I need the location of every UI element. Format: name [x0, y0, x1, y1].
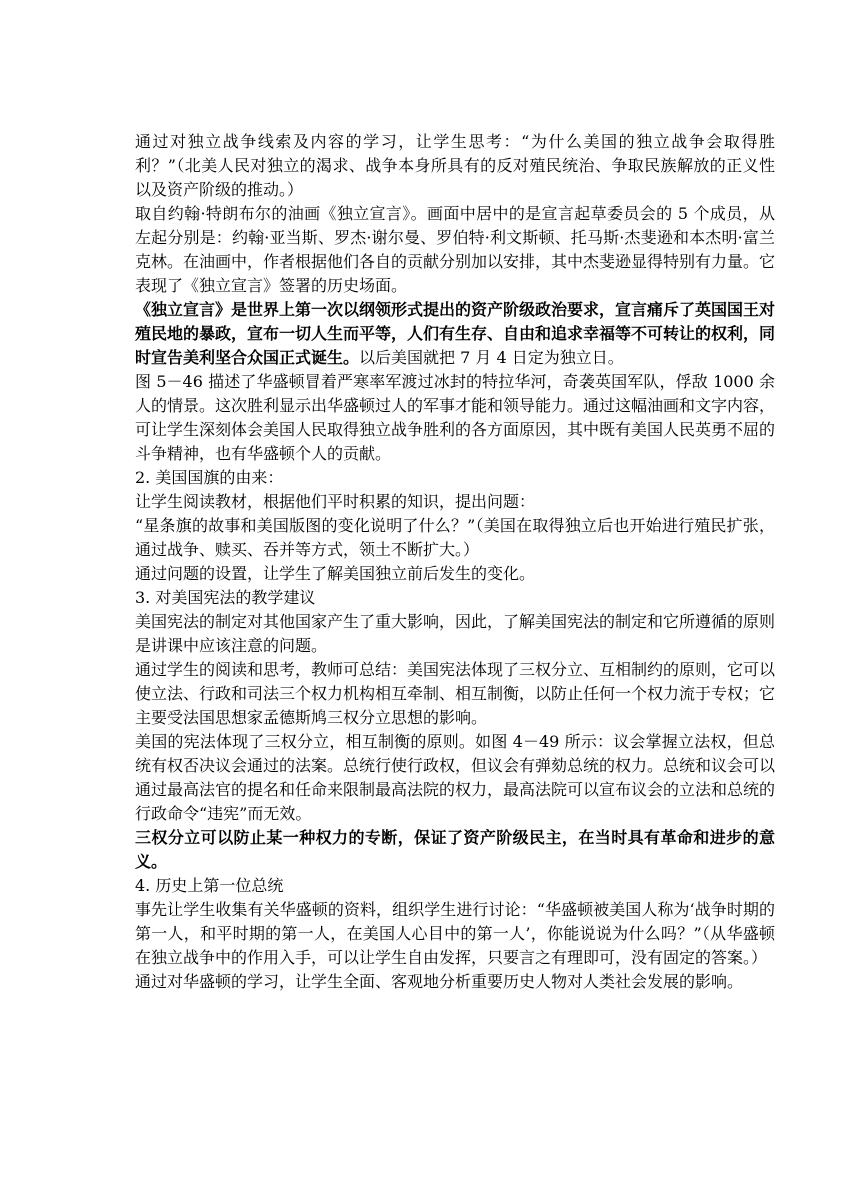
paragraph-flag-question: “星条旗的故事和美国版图的变化说明了什么？”（美国在取得独立后也开始进行殖民扩张，通过战争、赎买、吞并等方式，领土不断扩大。） — [135, 516, 775, 559]
paragraph-independence-war-question: 通过对独立战争线索及内容的学习，让学生思考：“为什么美国的独立战争会取得胜利？”（北美人民对独立的渴求、战争本身所具有的反对殖民统治、争取民族解放的正义性以及资产阶级的推动。） — [135, 132, 775, 199]
paragraph-flag-instruction: 让学生阅读教材，根据他们平时积累的知识，提出问题： — [135, 492, 536, 511]
paragraph-constitution-influence: 美国宪法的制定对其他国家产生了重大影响，因此，了解美国宪法的制定和它所遵循的原则是讲课中应该注意的问题。 — [135, 612, 776, 655]
independence-day-text: 以后美国就把 7 月 4 日定为独立日。 — [359, 348, 624, 367]
paragraph-washington-crossing: 图 5－46 描述了华盛顿冒着严寒率军渡过冰封的特拉华河，奇袭英国军队，俘敌 1000 余人的情景。这次胜利显示出华盛顿过人的军事才能和领导能力。通过这幅油画和文字内容，可让学生深刻体会美国人民取得独立战争胜利的各方面原因，其中既有美国人民英勇不屈的斗争精神，也有华盛顿个人的贡献。 — [135, 372, 776, 463]
paragraph-checks-and-balances: 美国的宪法体现了三权分立，相互制衡的原则。如图 4－49 所示：议会掌握立法权，但总统有权否决议会通过的法案。总统行使行政权，但议会有弹劾总统的权力。总统和议会可以通过最高法官的提名和任命来限制最高法院的权力，最高法院可以宣布议会的立法和总统的行政命令“违宪”而无效。 — [135, 732, 776, 823]
paragraph-declaration-significance — [135, 298, 775, 370]
document-body — [135, 130, 775, 994]
heading-constitution-advice: 3. 对美国宪法的教学建议 — [135, 588, 316, 607]
paragraph-washington-discussion: 事先让学生收集有关华盛顿的资料，组织学生进行讨论：“华盛顿被美国人称为‘战争时期的第一人，和平时期的第一人，在美国人心目中的第一人’，你能说说为什么吗？”（从华盛顿在独立战争中的作用入手，可以让学生自由发挥，只要言之有理即可，没有固定的答案。） — [135, 900, 775, 967]
paragraph-washington-summary: 通过对华盛顿的学习，让学生全面、客观地分析重要历史人物对人类社会发展的影响。 — [135, 972, 744, 991]
paragraph-declaration-painting: 取自约翰·特朗布尔的油画《独立宣言》。画面中居中的是宣言起草委员会的 5 个成员，从左起分别是：约翰·亚当斯、罗杰·谢尔曼、罗伯特·利文斯顿、托马斯·杰斐逊和本杰明·富兰克林。在油画中，作者根据他们各自的贡献分别加以安排，其中杰斐逊显得特别有力量。它表现了《独立宣言》签署的历史场面。 — [135, 204, 776, 295]
paragraph-separation-significance: 三权分立可以防止某一种权力的专断，保证了资产阶级民主，在当时具有革命和进步的意义。 — [135, 828, 775, 871]
heading-first-president: 4. 历史上第一位总统 — [135, 876, 284, 895]
heading-flag-origin: 2. 美国国旗的由来： — [135, 468, 284, 487]
declaration-emphasis-text: 《独立宣言》是世界上第一次以纲领形式提出的资产阶级政治要求，宣言痛斥了英国国王对殖民地的暴政，宣布一切人生而平等，人们有生存、自由和追求幸福等不可转让的权利，同时宣告美利坚合众国正式诞生。 — [135, 300, 776, 367]
paragraph-flag-summary: 通过问题的设置，让学生了解美国独立前后发生的变化。 — [135, 564, 536, 583]
paragraph-separation-of-powers: 通过学生的阅读和思考，教师可总结：美国宪法体现了三权分立、互相制约的原则，它可以使立法、行政和司法三个权力机构相互牵制、相互制衡，以防止任何一个权力流于专权；它主要受法国思想家孟德斯鸠三权分立思想的影响。 — [135, 660, 776, 727]
